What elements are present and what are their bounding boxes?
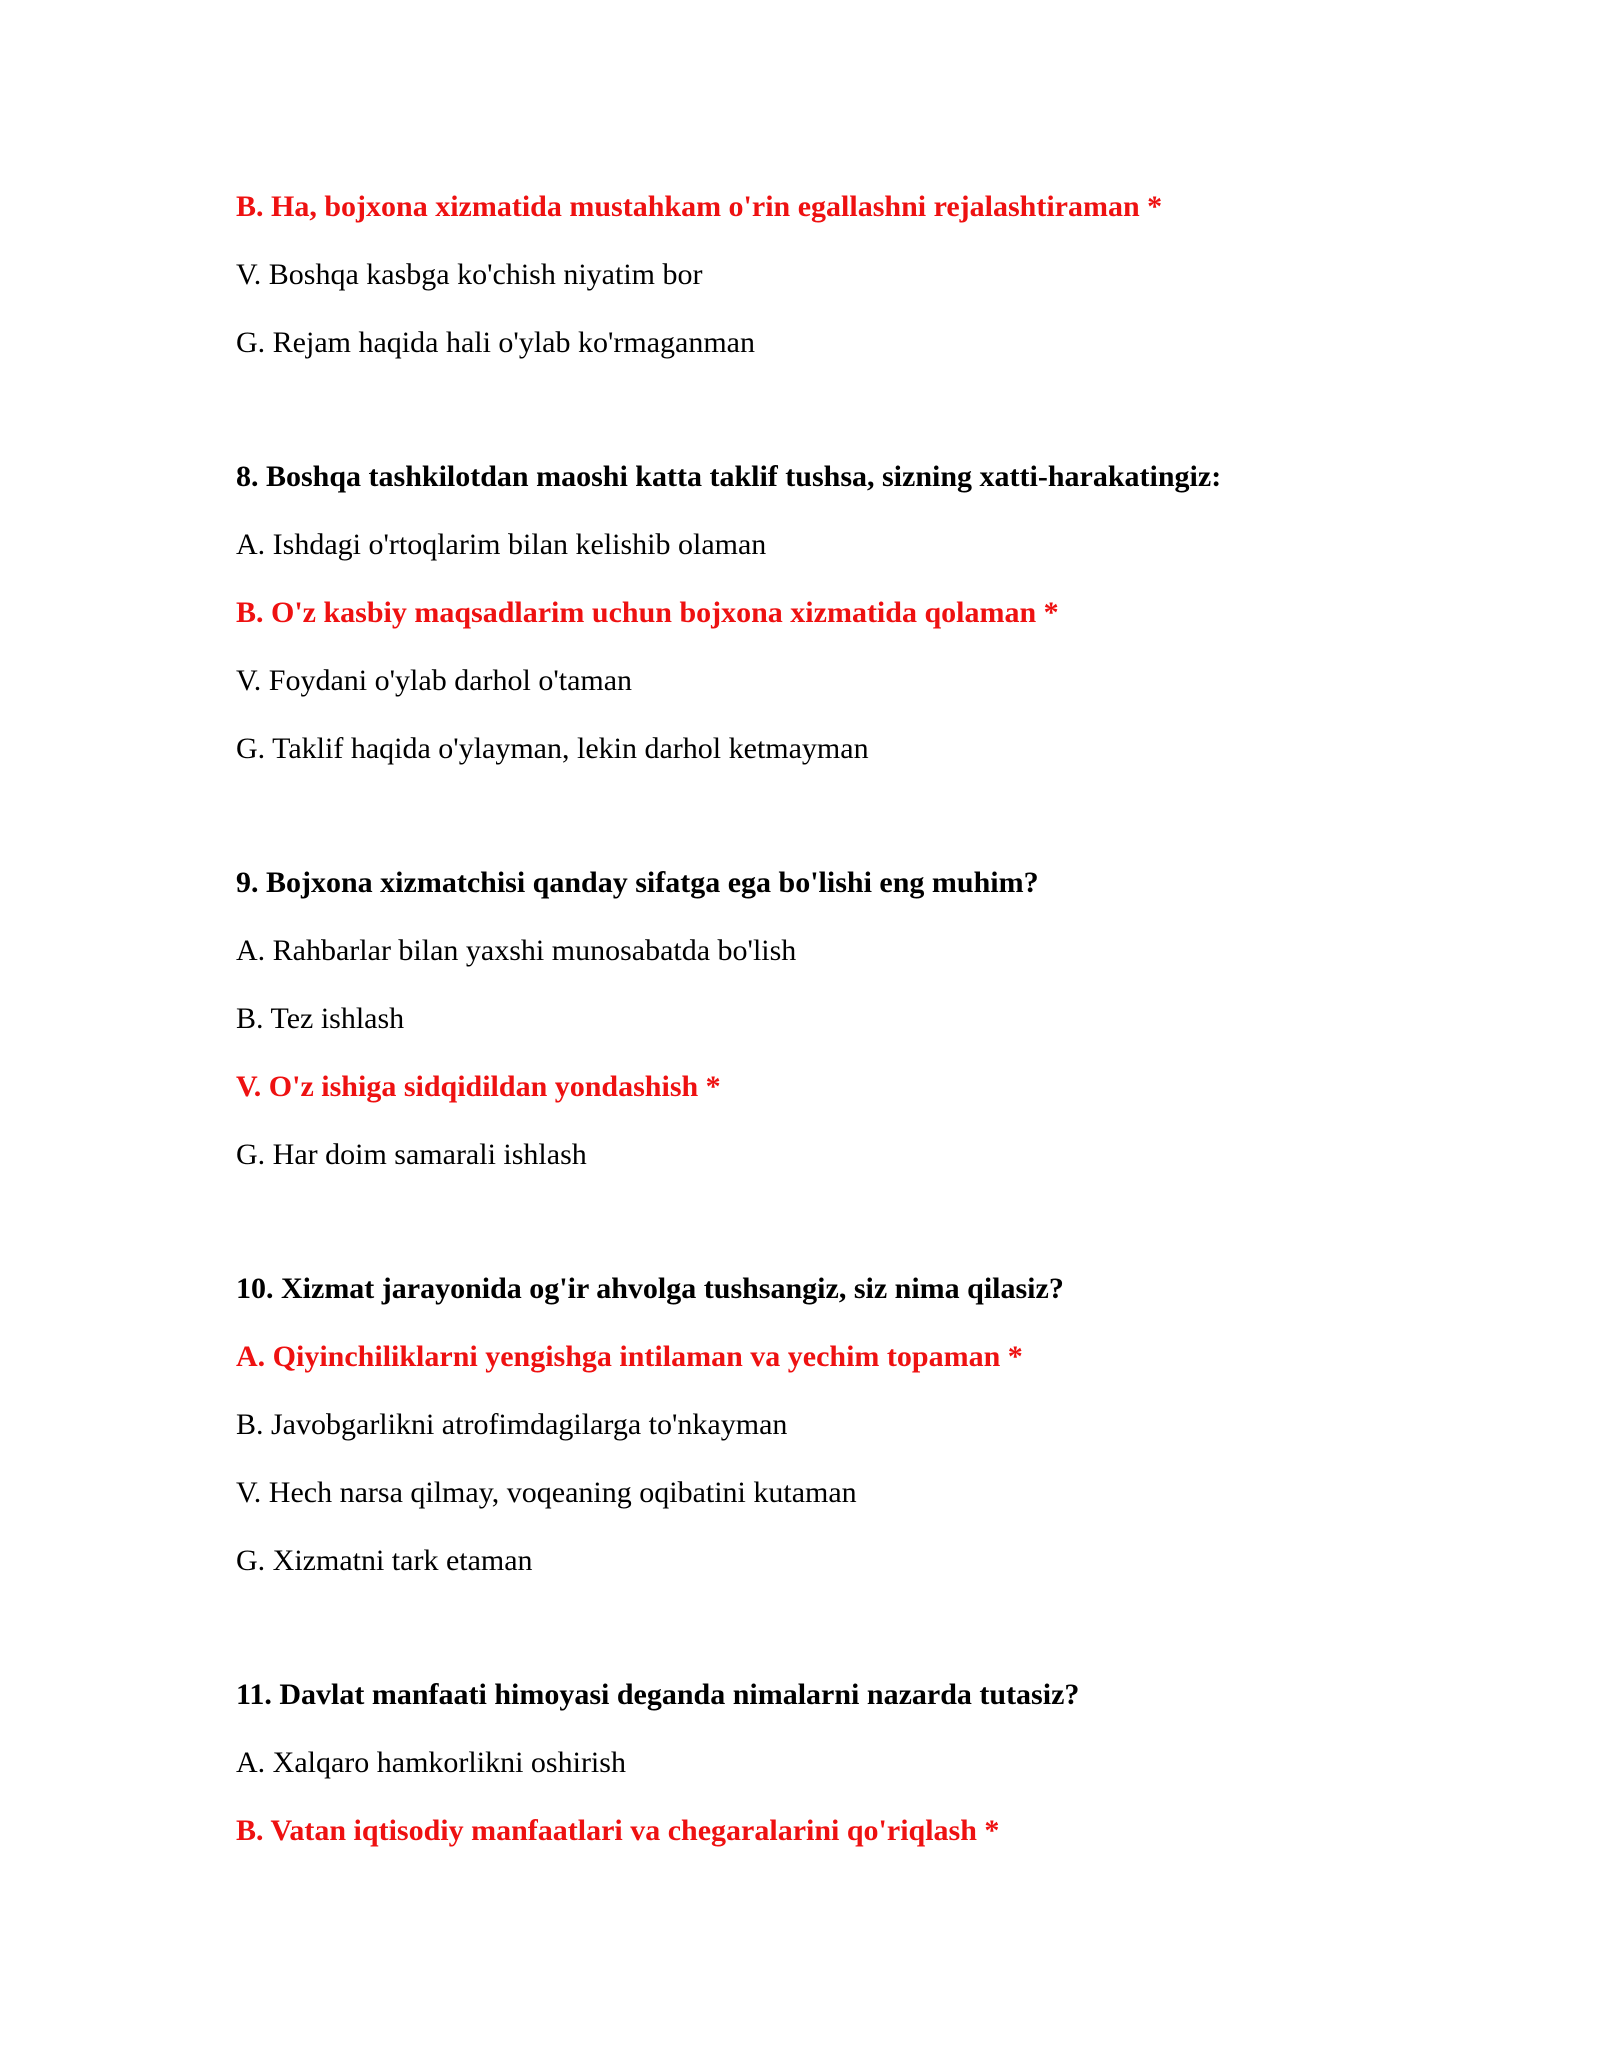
- q11-option-b-correct: B. Vatan iqtisodiy manfaatlari va chegaralarini qo'riqlash *: [236, 1814, 1000, 1847]
- q8-question: 8. Boshqa tashkilotdan maoshi katta taklif tushsa, sizning xatti-harakatingiz:: [236, 460, 1222, 493]
- q9-option-b: B. Tez ishlash: [236, 1002, 405, 1035]
- q7-option-g: G. Rejam haqida hali o'ylab ko'rmaganman: [236, 326, 755, 359]
- q10-option-a-correct: A. Qiyinchiliklarni yengishga intilaman va yechim topaman *: [236, 1340, 1023, 1373]
- q9-option-a: A. Rahbarlar bilan yaxshi munosabatda bo'lish: [236, 934, 797, 967]
- q8-option-b-correct: B. O'z kasbiy maqsadlarim uchun bojxona xizmatida qolaman *: [236, 596, 1059, 629]
- q7-option-b-correct: B. Ha, bojxona xizmatida mustahkam o'rin egallashni rejalashtiraman *: [236, 190, 1163, 223]
- q10-question: 10. Xizmat jarayonida og'ir ahvolga tushsangiz, siz nima qilasiz?: [236, 1272, 1064, 1305]
- q10-option-g: G. Xizmatni tark etaman: [236, 1544, 533, 1577]
- q10-option-v: V. Hech narsa qilmay, voqeaning oqibatini kutaman: [236, 1476, 857, 1509]
- q11-option-a: A. Xalqaro hamkorlikni oshirish: [236, 1746, 626, 1779]
- q8-option-a: A. Ishdagi o'rtoqlarim bilan kelishib olaman: [236, 528, 767, 561]
- q10-option-b: B. Javobgarlikni atrofimdagilarga to'nkayman: [236, 1408, 788, 1441]
- q9-option-v-correct: V. O'z ishiga sidqidildan yondashish *: [236, 1070, 721, 1103]
- q11-question: 11. Davlat manfaati himoyasi deganda nimalarni nazarda tutasiz?: [236, 1678, 1080, 1711]
- q9-question: 9. Bojxona xizmatchisi qanday sifatga ega bo'lishi eng muhim?: [236, 866, 1039, 899]
- q7-option-v: V. Boshqa kasbga ko'chish niyatim bor: [236, 258, 703, 291]
- q8-option-g: G. Taklif haqida o'ylayman, lekin darhol ketmayman: [236, 732, 869, 765]
- q9-option-g: G. Har doim samarali ishlash: [236, 1138, 587, 1171]
- q8-option-v: V. Foydani o'ylab darhol o'taman: [236, 664, 633, 697]
